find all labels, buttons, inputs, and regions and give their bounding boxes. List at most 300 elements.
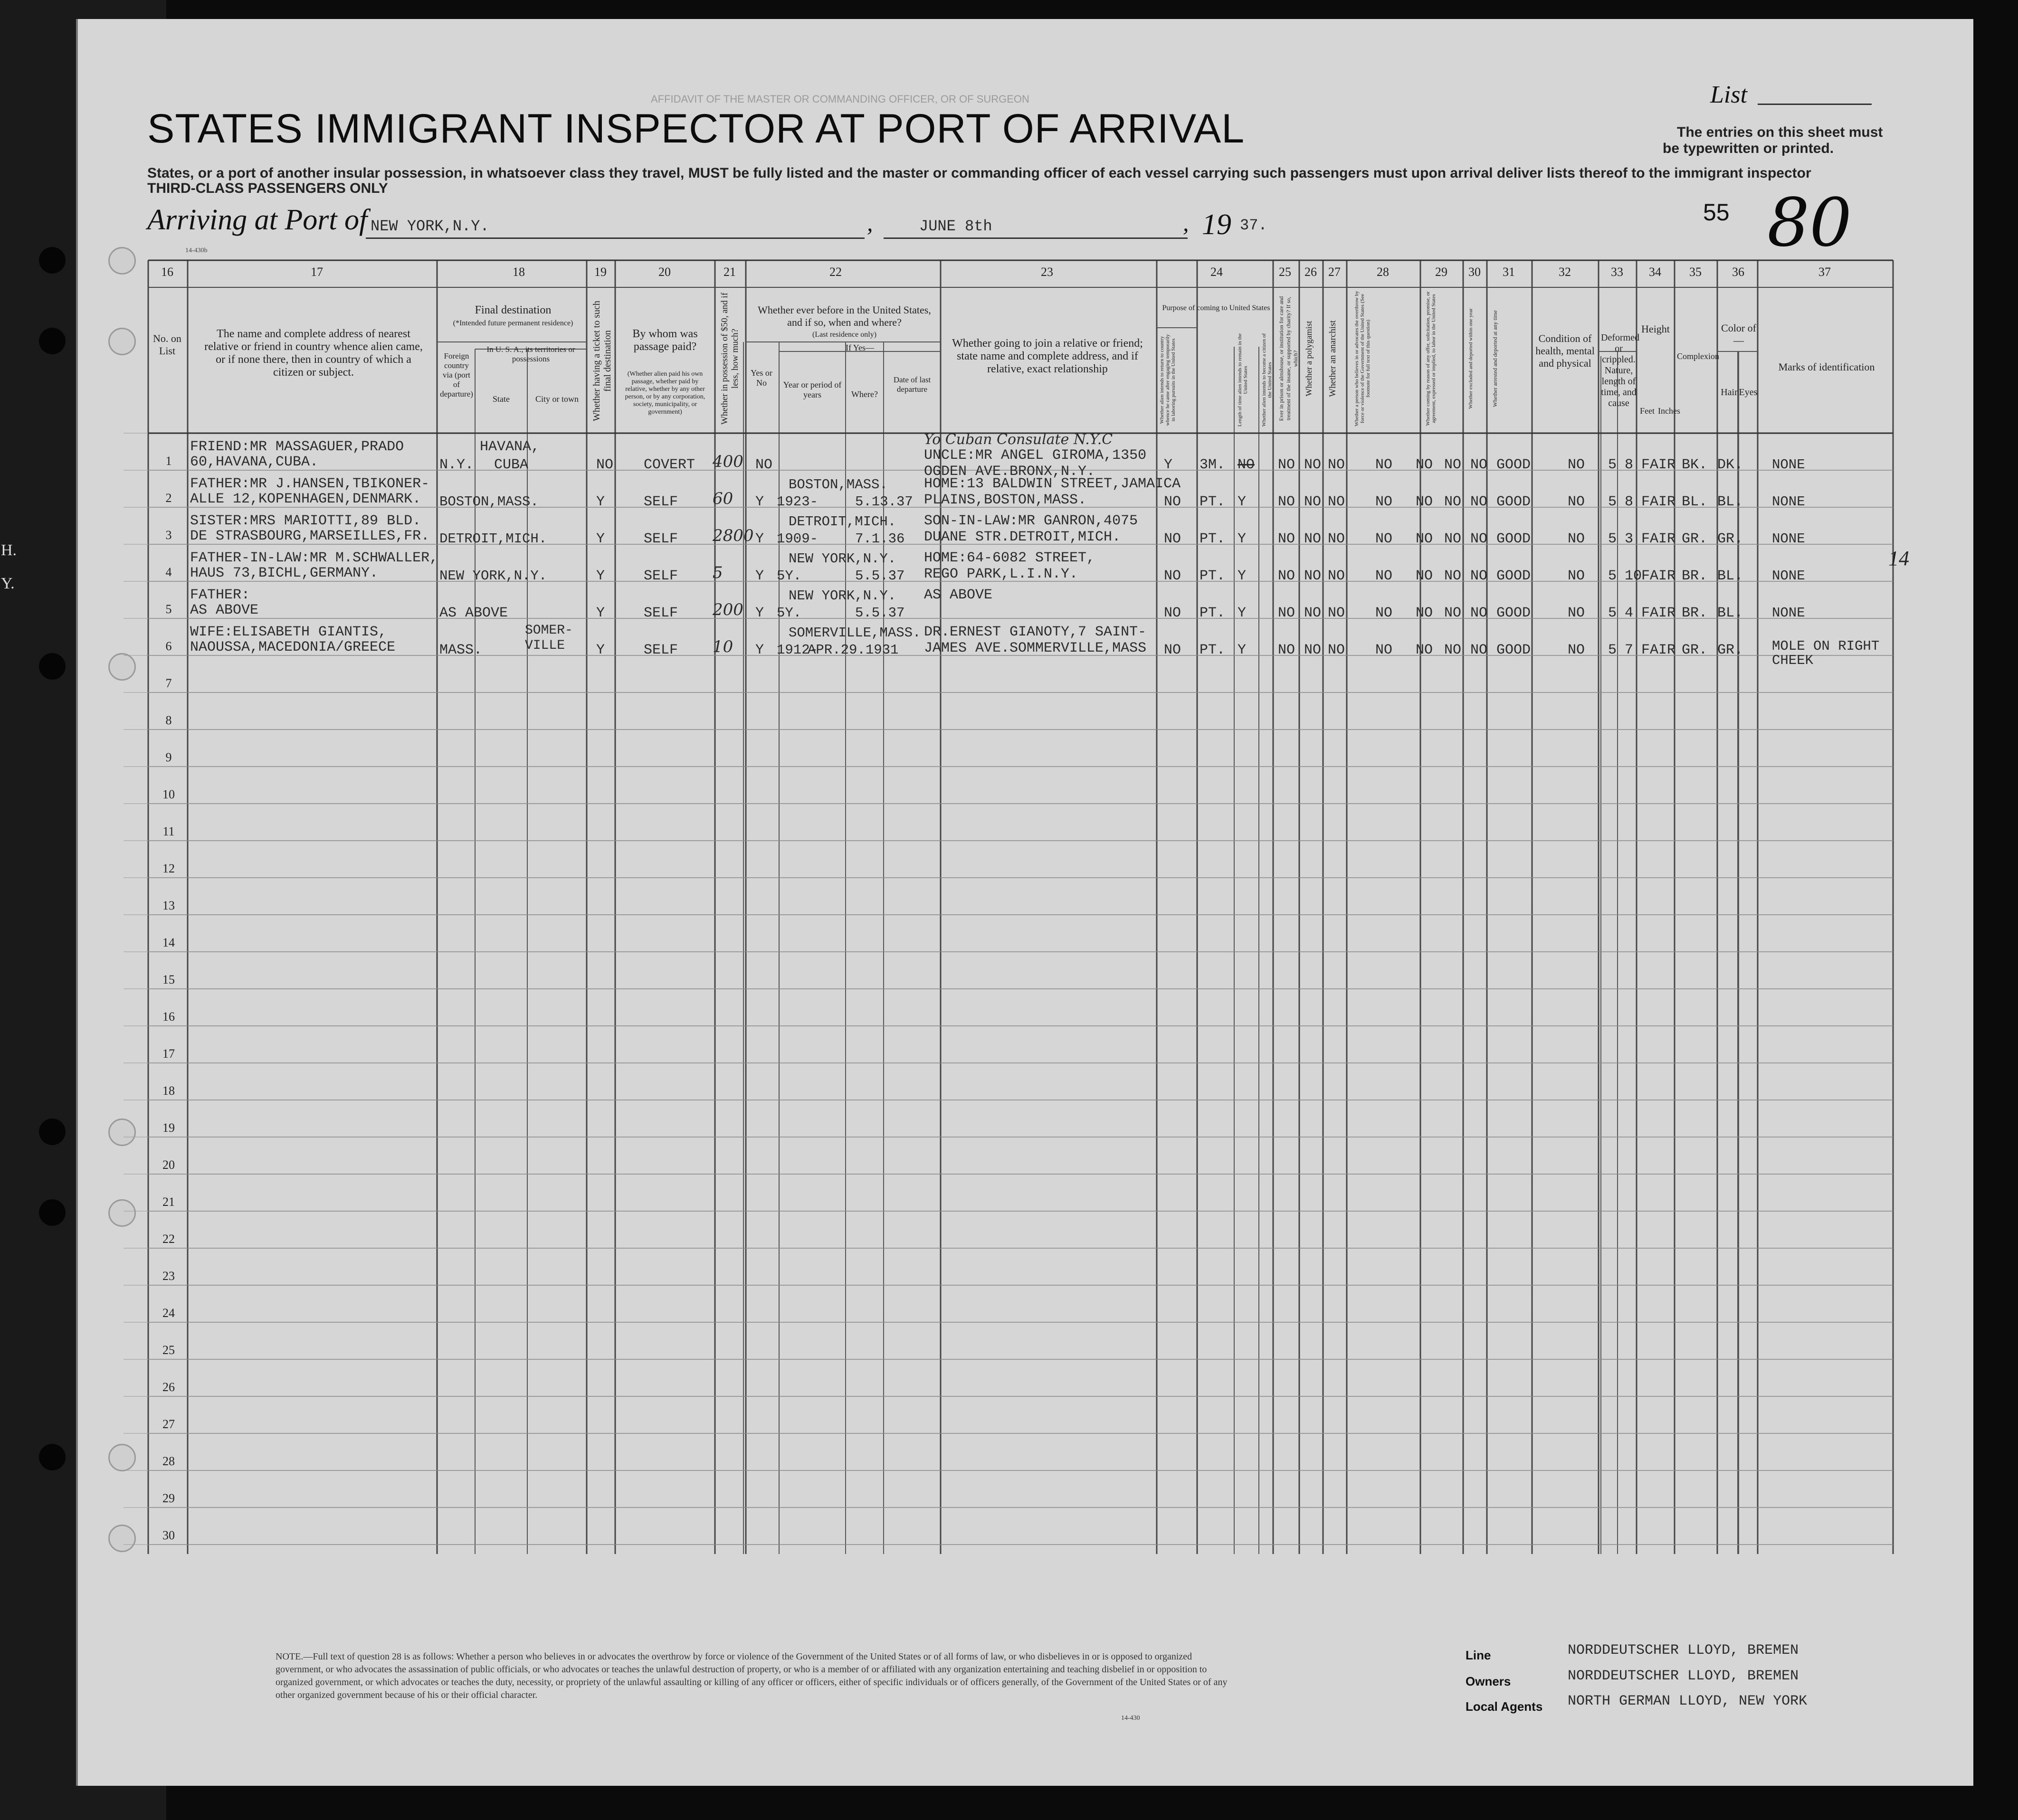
before-value: NO xyxy=(755,457,773,473)
column-number: 28 xyxy=(1377,265,1389,279)
year-value: 1909- xyxy=(777,531,819,547)
money-value: 5 xyxy=(713,563,723,582)
column-number: 37 xyxy=(1818,265,1831,279)
header-c34_inches: Inches xyxy=(1658,406,1680,416)
purpose-return: NO xyxy=(1164,605,1181,621)
anarchist-value: NO xyxy=(1328,605,1345,621)
row-number: 21 xyxy=(162,1195,175,1209)
row-number: 5 xyxy=(165,602,172,616)
header-c33: Deformed or crippled. Nature, length of time, and cause xyxy=(1601,332,1640,408)
height-inches: 10 xyxy=(1625,568,1642,584)
state-value: AS ABOVE xyxy=(439,605,508,621)
page-title: STATES IMMIGRANT INSPECTOR AT PORT OF ARRIVAL xyxy=(147,106,1245,152)
prison-value: NO xyxy=(1278,568,1295,584)
before-value: Y xyxy=(755,531,764,547)
subtitle-instructions: States, or a port of another insular possession, in whatsoever class they travel, MUST be fully listed and the master or commanding officer of each vessel carrying such passengers must upon arrival deliver lists thereof to the immigrant inspector xyxy=(147,165,1811,181)
complexion-value: FAIR xyxy=(1641,457,1676,473)
header-c28: Whether a person who believes in or advocates the overthrow by force or violence of the Government of the United States (See footnote for full text of this question) xyxy=(1354,291,1371,427)
height-feet: 5 xyxy=(1608,605,1617,621)
date-value: JUNE 8th xyxy=(919,218,992,235)
complexion-value: FAIR xyxy=(1641,568,1676,584)
complexion-value: FAIR xyxy=(1641,494,1676,510)
ticket-value: Y xyxy=(596,605,605,621)
column-number: 19 xyxy=(594,265,607,279)
deformed-value: NO xyxy=(1568,568,1585,584)
header-c24_b: Length of time alien intends to remain in the United States xyxy=(1237,333,1248,427)
health-value: GOOD xyxy=(1496,642,1531,658)
port-line xyxy=(366,237,865,239)
column-number: 22 xyxy=(829,265,842,279)
header-c18_sub: (*Intended future permanent residence) xyxy=(453,319,573,327)
purpose-citizen: Y xyxy=(1237,531,1247,547)
hair-value: GR. xyxy=(1682,531,1708,547)
purpose-length: PT. xyxy=(1199,531,1226,547)
header-c36_eyes: Eyes xyxy=(1739,387,1758,398)
join-line-2: DUANE STR.DETROIT,MICH. xyxy=(924,529,1121,545)
row-number: 15 xyxy=(162,973,175,986)
purpose-citizen: Y xyxy=(1237,642,1247,658)
footer-form-code: 14-430 xyxy=(1121,1715,1140,1722)
deformed-value: NO xyxy=(1568,605,1585,621)
column-number: 16 xyxy=(161,265,173,279)
ticket-value: Y xyxy=(596,494,605,510)
prison-value: NO xyxy=(1278,494,1295,510)
join-line-1: HOME:64-6082 STREET, xyxy=(924,550,1095,566)
money-value: 200 xyxy=(713,600,743,619)
column-number: 31 xyxy=(1503,265,1515,279)
join-line-1: DR.ERNEST GIANOTY,7 SAINT- xyxy=(924,624,1147,640)
height-inches: 8 xyxy=(1625,494,1634,510)
header-c17: The name and complete address of nearest relative or friend in country whence alien came, or if none there, then in country of which a citizen or subject. xyxy=(204,328,423,379)
row-number: 24 xyxy=(162,1306,175,1320)
column-number: 34 xyxy=(1649,265,1661,279)
ticket-value: NO xyxy=(596,457,614,473)
polygamist-value: NO xyxy=(1304,605,1322,621)
contract-labor-value: NO xyxy=(1416,494,1433,510)
complexion-value: FAIR xyxy=(1641,531,1676,547)
owners-label: Owners xyxy=(1466,1674,1511,1688)
agents-label: Local Agents xyxy=(1466,1699,1543,1714)
eyes-value: GR. xyxy=(1717,642,1743,658)
health-value: GOOD xyxy=(1496,494,1531,510)
overthrow-value: NO xyxy=(1375,494,1393,510)
excluded-value: NO xyxy=(1444,531,1462,547)
deported-value: NO xyxy=(1470,457,1488,473)
header-c24_a: Whether alien intends to return to country whence he came after engaging temporarily in laboring pursuits in the United States xyxy=(1159,334,1176,426)
row-number: 22 xyxy=(162,1232,175,1246)
column-number: 25 xyxy=(1279,265,1291,279)
height-feet: 5 xyxy=(1608,642,1617,658)
eyes-value: BL. xyxy=(1717,568,1743,584)
header-c34: Height xyxy=(1641,323,1670,335)
column-number: 30 xyxy=(1468,265,1481,279)
purpose-return: NO xyxy=(1164,531,1181,547)
contract-labor-value: NO xyxy=(1416,642,1433,658)
before-value: Y xyxy=(755,605,764,621)
overthrow-value: NO xyxy=(1375,531,1393,547)
typewritten-note: be typewritten or printed. xyxy=(1663,141,1834,156)
header-c18_state: State xyxy=(493,394,510,404)
marks-value: MOLE ON RIGHT CHEEK xyxy=(1772,638,1880,668)
header-c24: Purpose of coming to United States xyxy=(1162,304,1270,312)
row-number: 1 xyxy=(165,454,172,468)
header-c18_usa: In U. S. A., its territories or possessions xyxy=(486,345,575,363)
join-line-3: OGDEN AVE.BRONX,N.Y. xyxy=(924,464,1095,480)
row-number: 8 xyxy=(165,713,172,727)
anarchist-value: NO xyxy=(1328,494,1345,510)
foreign-destination-2: CUBA xyxy=(494,457,529,473)
owners-value: NORDDEUTSCHER LLOYD, BREMEN xyxy=(1568,1668,1799,1684)
deformed-value: NO xyxy=(1568,494,1585,510)
row-number: 6 xyxy=(165,639,172,653)
row-number: 7 xyxy=(165,676,172,690)
list-number-handwritten: 80 xyxy=(1767,184,1852,262)
port-value: NEW YORK,N.Y. xyxy=(371,218,489,235)
column-number: 35 xyxy=(1689,265,1702,279)
eyes-value: BL. xyxy=(1717,494,1743,510)
contract-labor-value: NO xyxy=(1416,531,1433,547)
marks-value: NONE xyxy=(1772,494,1805,510)
purpose-citizen: NO xyxy=(1237,457,1255,473)
city-value: SOMER-VILLE xyxy=(525,623,573,653)
header-c18_city: City or town xyxy=(535,394,579,404)
footnote-question-28: NOTE.—Full text of question 28 is as follows: Whether a person who believes in or advocates the overthrow by force or violence of the Government of the United States or of all forms of law, or who disbelieves in or is opposed to organized government, or who advocates the assassination of public officials, or who advocates or teaches the unlawful destruction of property, or who is a member of or affiliated with any organization entertaining and teaching disbelief in or opposition to organized government, or which advocates or teaches the duty, necessity, or propriety of the unlawful assaulting or killing of any officer or officers, either of specific individuals or of officers generally, of the Government of the United States or of any other organized government because of his or their official character. xyxy=(276,1651,1228,1700)
marks-value: NONE xyxy=(1772,457,1805,473)
column-number: 20 xyxy=(658,265,671,279)
purpose-return: NO xyxy=(1164,568,1181,584)
faint-affidavit-text: AFFIDAVIT OF THE MASTER OR COMMANDING OFFICER, OR OF SURGEON xyxy=(651,93,1029,105)
header-c24_c: Whether alien intends to become a citizen of the United States xyxy=(1261,333,1273,427)
header-c22_yesno: Yes or No xyxy=(751,368,772,388)
header-c22_year: Year or period of years xyxy=(783,380,842,399)
row-number: 23 xyxy=(162,1269,175,1283)
year-value: 1923- xyxy=(777,494,819,510)
column-number: 36 xyxy=(1732,265,1744,279)
date-line xyxy=(884,237,1188,239)
relative-line-2: NAOUSSA,MACEDONIA/GREECE xyxy=(190,639,396,655)
row-number: 28 xyxy=(162,1454,175,1468)
row-number: 14 xyxy=(162,936,175,949)
state-value: BOSTON,MASS. xyxy=(439,494,539,510)
money-value: 400 xyxy=(713,452,743,471)
height-inches: 8 xyxy=(1625,457,1634,473)
before-value: Y xyxy=(755,568,764,584)
purpose-return: NO xyxy=(1164,642,1181,658)
health-value: GOOD xyxy=(1496,568,1531,584)
header-c25: Ever in prison or almshouse, or institution for care and treatment of the insane, or supported by charity? If so, which? xyxy=(1278,296,1299,421)
health-value: GOOD xyxy=(1496,605,1531,621)
purpose-citizen: Y xyxy=(1237,568,1247,584)
row-number: 12 xyxy=(162,862,175,875)
before-value: Y xyxy=(755,642,764,658)
year-suffix: 37. xyxy=(1240,217,1267,234)
hair-value: BR. xyxy=(1682,605,1708,621)
deported-value: NO xyxy=(1470,531,1488,547)
contract-labor-value: NO xyxy=(1416,568,1433,584)
purpose-length: PT. xyxy=(1199,642,1226,658)
header-c23: Whether going to join a relative or friend; state name and complete address, and if relative, exact relationship xyxy=(952,337,1143,375)
header-c18_foreign: Foreign country via (port of departure) xyxy=(440,351,473,398)
header-c22: Whether ever before in the United States, and if so, when and where? xyxy=(758,304,931,328)
column-number: 33 xyxy=(1611,265,1623,279)
height-inches: 4 xyxy=(1625,605,1634,621)
hair-value: GR. xyxy=(1682,642,1708,658)
arriving-label: Arriving at Port of xyxy=(147,204,368,236)
row-number: 17 xyxy=(162,1047,175,1061)
column-number: 26 xyxy=(1304,265,1317,279)
header-c22_sub: (Last residence only) xyxy=(812,331,877,339)
health-value: GOOD xyxy=(1496,457,1531,473)
eyes-value: GR. xyxy=(1717,531,1743,547)
overthrow-value: NO xyxy=(1375,642,1393,658)
row-number: 29 xyxy=(162,1491,175,1505)
column-number: 32 xyxy=(1559,265,1571,279)
polygamist-value: NO xyxy=(1304,642,1322,658)
list-number-small: 55 xyxy=(1703,199,1730,226)
height-feet: 5 xyxy=(1608,568,1617,584)
deported-value: NO xyxy=(1470,568,1488,584)
header-c36_hair: Hair xyxy=(1721,387,1738,398)
money-value: 60 xyxy=(713,489,733,508)
year-value: 5Y. xyxy=(777,568,802,584)
purpose-length: PT. xyxy=(1199,605,1226,621)
where-value: NEW YORK,N.Y. xyxy=(789,588,896,604)
comma: , xyxy=(867,209,873,236)
anarchist-value: NO xyxy=(1328,457,1345,473)
join-line-2: JAMES AVE.SOMMERVILLE,MASS xyxy=(924,640,1147,656)
margin-mark: Y. xyxy=(1,575,15,592)
year-value: 5Y. xyxy=(777,605,802,621)
before-value: Y xyxy=(755,494,764,510)
hair-value: BR. xyxy=(1682,568,1708,584)
purpose-length: 3M. xyxy=(1199,457,1226,473)
relative-line-1: WIFE:ELISABETH GIANTIS, xyxy=(190,624,387,640)
row-number: 26 xyxy=(162,1380,175,1394)
deformed-value: NO xyxy=(1568,531,1585,547)
header-c20: By whom was passage paid? xyxy=(632,328,698,353)
comma: , xyxy=(1183,209,1189,236)
contract-labor-value: NO xyxy=(1416,457,1433,473)
departure-value: 5.5.37 xyxy=(855,605,905,621)
marks-value: NONE xyxy=(1772,531,1805,547)
money-value: 10 xyxy=(713,637,733,656)
relative-line-2: ALLE 12,KOPENHAGEN,DENMARK. xyxy=(190,491,421,507)
header-c22_where: Where? xyxy=(851,389,878,399)
list-label: List xyxy=(1710,81,1748,108)
row-number: 27 xyxy=(162,1417,175,1431)
header-c19: Whether having a ticket to such final destination xyxy=(591,301,613,421)
polygamist-value: NO xyxy=(1304,531,1322,547)
excluded-value: NO xyxy=(1444,457,1462,473)
header-no_on_list: No. on List xyxy=(153,332,181,357)
where-value: DETROIT,MICH. xyxy=(789,514,896,530)
departure-value: APR.29.1931 xyxy=(808,642,899,658)
row-number: 3 xyxy=(165,528,172,542)
header-c29: Whether coming by reason of any offer, solicitation, promise, or agreement, expressed or implied, to labor in the United States xyxy=(1425,291,1437,426)
row-number: 11 xyxy=(162,825,175,838)
paid-value: SELF xyxy=(644,568,678,584)
join-line-2: PLAINS,BOSTON,MASS. xyxy=(924,492,1087,508)
margin-mark: H. xyxy=(1,541,17,559)
eyes-value: BL. xyxy=(1717,605,1743,621)
excluded-value: NO xyxy=(1444,568,1462,584)
prison-value: NO xyxy=(1278,605,1295,621)
marks-value: NONE xyxy=(1772,568,1805,584)
state-value: NEW YORK,N.Y. xyxy=(439,568,547,584)
line-label: Line xyxy=(1466,1648,1491,1662)
row-number: 4 xyxy=(165,565,172,579)
eyes-value: DK. xyxy=(1717,457,1743,473)
height-inches: 3 xyxy=(1625,531,1634,547)
purpose-return: Y xyxy=(1164,457,1173,473)
departure-value: 5.13.37 xyxy=(855,494,913,510)
deformed-value: NO xyxy=(1568,642,1585,658)
row-number: 20 xyxy=(162,1158,175,1172)
join-line-2: UNCLE:MR ANGEL GIROMA,1350 xyxy=(924,447,1147,464)
state-value: MASS. xyxy=(439,642,483,658)
ticket-value: Y xyxy=(596,568,605,584)
row-number: 13 xyxy=(162,899,175,912)
year-prefix: 19 xyxy=(1202,209,1231,241)
departure-value: 7.1.36 xyxy=(855,531,905,547)
agents-value: NORTH GERMAN LLOYD, NEW YORK xyxy=(1568,1693,1808,1709)
relative-line-1: FATHER:MR J.HANSEN,TBIKONER- xyxy=(190,476,430,492)
column-number: 23 xyxy=(1041,265,1053,279)
join-line-1: HOME:13 BALDWIN STREET,JAMAICA xyxy=(924,476,1181,492)
row-number: 25 xyxy=(162,1343,175,1357)
overthrow-value: NO xyxy=(1375,605,1393,621)
deported-value: NO xyxy=(1470,494,1488,510)
purpose-return: NO xyxy=(1164,494,1181,510)
excluded-value: NO xyxy=(1444,605,1462,621)
height-feet: 5 xyxy=(1608,457,1617,473)
height-inches: 7 xyxy=(1625,642,1634,658)
row-number: 19 xyxy=(162,1121,175,1135)
purpose-citizen: Y xyxy=(1237,494,1247,510)
complexion-value: FAIR xyxy=(1641,605,1676,621)
purpose-length: PT. xyxy=(1199,568,1226,584)
column-number: 29 xyxy=(1435,265,1447,279)
deformed-value: NO xyxy=(1568,457,1585,473)
where-value: NEW YORK,N.Y. xyxy=(789,551,896,567)
relative-line-2: AS ABOVE xyxy=(190,602,259,618)
health-value: GOOD xyxy=(1496,531,1531,547)
row-number: 9 xyxy=(165,750,172,764)
purpose-citizen: Y xyxy=(1237,605,1247,621)
ticket-value: Y xyxy=(596,642,605,658)
header-c20_sub: (Whether alien paid his own passage, whether paid by relative, whether by any other person, or by any corporation, society, municipality, or government) xyxy=(625,370,705,416)
row-number: 2 xyxy=(165,491,172,505)
subtitle-class: THIRD-CLASS PASSENGERS ONLY xyxy=(147,180,388,196)
join-line-1: AS ABOVE xyxy=(924,587,993,603)
polygamist-value: NO xyxy=(1304,494,1322,510)
deported-value: NO xyxy=(1470,605,1488,621)
header-c34_feet: Feet xyxy=(1640,406,1655,416)
header-c36: Color of— xyxy=(1721,322,1756,346)
height-feet: 5 xyxy=(1608,531,1617,547)
header-c22_ifyes: If Yes— xyxy=(845,343,874,352)
typewritten-note: The entries on this sheet must xyxy=(1677,124,1883,140)
paid-value: SELF xyxy=(644,531,678,547)
header-c22_date: Date of last departure xyxy=(893,375,931,394)
foreign-destination: HAVANA, xyxy=(480,439,540,455)
paid-value: COVERT xyxy=(644,457,695,473)
prison-value: NO xyxy=(1278,457,1295,473)
relative-line-1: FRIEND:MR MASSAGUER,PRADO xyxy=(190,439,404,455)
overthrow-value: NO xyxy=(1375,568,1393,584)
marks-value: NONE xyxy=(1772,605,1805,621)
year-value: 1912- xyxy=(777,642,819,658)
polygamist-value: NO xyxy=(1304,568,1322,584)
paid-value: SELF xyxy=(644,494,678,510)
relative-line-1: FATHER-IN-LAW:MR M.SCHWALLER, xyxy=(190,550,438,566)
column-number: 21 xyxy=(723,265,736,279)
relative-line-2: DE STRASBOURG,MARSEILLES,FR. xyxy=(190,528,430,544)
column-number: 27 xyxy=(1328,265,1341,279)
relative-line-2: HAUS 73,BICHL,GERMANY. xyxy=(190,565,379,581)
paid-value: SELF xyxy=(644,605,678,621)
side-mark: 14 xyxy=(1888,547,1909,570)
line-value: NORDDEUTSCHER LLOYD, BREMEN xyxy=(1568,1642,1799,1659)
form-code-top: 14-430b xyxy=(185,247,208,254)
excluded-value: NO xyxy=(1444,494,1462,510)
join-line-2: REGO PARK,L.I.N.Y. xyxy=(924,566,1078,582)
prison-value: NO xyxy=(1278,642,1295,658)
row-number: 10 xyxy=(162,787,175,801)
height-feet: 5 xyxy=(1608,494,1617,510)
header-c37: Marks of identification xyxy=(1778,361,1875,373)
paid-value: SELF xyxy=(644,642,678,658)
contract-labor-value: NO xyxy=(1416,605,1433,621)
header-c27: Whether an anarchist xyxy=(1328,320,1338,397)
deported-value: NO xyxy=(1470,642,1488,658)
state-value: DETROIT,MICH. xyxy=(439,531,547,547)
where-value: SOMERVILLE,MASS. xyxy=(789,625,921,641)
relative-line-2: 60,HAVANA,CUBA. xyxy=(190,454,319,470)
column-number: 17 xyxy=(311,265,323,279)
header-c18: Final destination xyxy=(475,304,552,316)
row-number: 30 xyxy=(162,1528,175,1542)
hair-value: BL. xyxy=(1682,494,1708,510)
departure-value: 5.5.37 xyxy=(855,568,905,584)
header-c30: Whether excluded and deported within one year xyxy=(1468,308,1474,409)
header-c31: Whether arrested and deported at any time xyxy=(1492,310,1498,407)
excluded-value: NO xyxy=(1444,642,1462,658)
row-number: 18 xyxy=(162,1084,175,1098)
header-c21: Whether in possession of $50, and if less, how much? xyxy=(720,292,740,425)
header-c35: Complexion xyxy=(1677,351,1719,361)
purpose-length: PT. xyxy=(1199,494,1226,510)
header-c26: Whether a polygamist xyxy=(1304,321,1314,397)
complexion-value: FAIR xyxy=(1641,642,1676,658)
anarchist-value: NO xyxy=(1328,531,1345,547)
anarchist-value: NO xyxy=(1328,568,1345,584)
overthrow-value: NO xyxy=(1375,457,1393,473)
ticket-value: Y xyxy=(596,531,605,547)
relative-line-1: FATHER: xyxy=(190,587,250,603)
join-line-1: SON-IN-LAW:MR GANRON,4075 xyxy=(924,513,1138,529)
row-number: 16 xyxy=(162,1010,175,1024)
state-value: N.Y. xyxy=(439,457,474,473)
money-value: 2800 xyxy=(713,526,754,545)
join-line-1: Yo Cuban Consulate N.Y.C xyxy=(924,431,1113,448)
prison-value: NO xyxy=(1278,531,1295,547)
polygamist-value: NO xyxy=(1304,457,1322,473)
relative-line-1: SISTER:MRS MARIOTTI,89 BLD. xyxy=(190,513,421,529)
where-value: BOSTON,MASS. xyxy=(789,477,888,493)
header-c32: Condition of health, mental and physical xyxy=(1535,332,1595,369)
column-number: 18 xyxy=(513,265,525,279)
